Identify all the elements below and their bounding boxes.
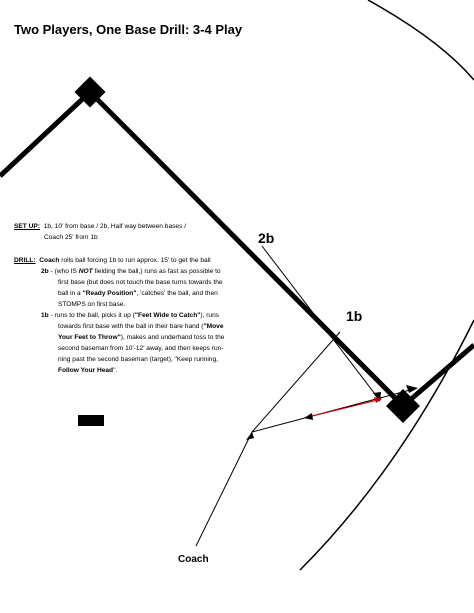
2b-text-3a: ball in a bbox=[58, 290, 83, 297]
setup-line-2: Coach 25' from 1b bbox=[44, 234, 98, 241]
throw-start-arrowhead bbox=[304, 413, 313, 420]
coach-term: Coach bbox=[39, 257, 60, 264]
drill-block bbox=[14, 255, 224, 376]
pitchers-rubber bbox=[78, 415, 104, 426]
drill-header: DRILL: bbox=[14, 257, 36, 264]
ball-path-line bbox=[252, 332, 340, 432]
roll-arrowhead bbox=[246, 432, 254, 440]
2b-text-2: first base (but does not touch the base turns towards the bbox=[58, 279, 223, 286]
1b-text-3b: ), makes and underhand toss to the bbox=[120, 334, 225, 341]
1b-move-2: Your Feet to Throw" bbox=[58, 334, 121, 341]
right-foul-line bbox=[403, 345, 474, 406]
infield-arc-top bbox=[368, 0, 474, 80]
infield-arc-right bbox=[300, 320, 474, 570]
label-coach: Coach bbox=[178, 554, 209, 565]
1b-text-1b: ), runs bbox=[200, 312, 220, 319]
toss-arrow-line bbox=[304, 400, 378, 418]
2b-ready: "Ready Position" bbox=[82, 290, 137, 297]
1b-move: "Move bbox=[203, 323, 224, 330]
1b-text-1a: - runs to the ball, picks it up ( bbox=[48, 312, 135, 319]
label-1b: 1b bbox=[346, 308, 363, 324]
label-2b: 2b bbox=[258, 230, 275, 246]
1b-text-5: ning past the second baseman (target), "Keep running, bbox=[58, 356, 218, 363]
2b-text-4: STOMPS on first base. bbox=[58, 301, 126, 308]
2b-not: NOT bbox=[78, 268, 93, 275]
2b-term: 2b bbox=[41, 268, 49, 275]
2b-text-1b: fielding the ball,) runs as fast as possible to bbox=[92, 268, 221, 275]
1b-text-4: second baseman from 10'-12' away, and then keeps run- bbox=[58, 345, 224, 352]
setup-block bbox=[14, 221, 186, 243]
2b-text-3b: , 'catches' the ball, and then bbox=[136, 290, 218, 297]
1b-term: 1b bbox=[41, 312, 49, 319]
1b-text-2a: towards first base with the ball in their bare hand ( bbox=[58, 323, 204, 330]
setup-header: SET UP: bbox=[14, 223, 41, 230]
1b-text-6b: ". bbox=[113, 367, 118, 374]
page-title: Two Players, One Base Drill: 3-4 Play bbox=[14, 22, 243, 37]
setup-line-1: 1b, 10' from base / 2b, Half way between bases / bbox=[43, 223, 187, 230]
coach-text: rolls ball forcing 1b to run approx. 15' to get the ball bbox=[59, 257, 211, 264]
1b-follow: Follow Your Head bbox=[58, 367, 114, 374]
1b-feet-wide: "Feet Wide to Catch" bbox=[134, 312, 201, 319]
2b-text-1a: - (who IS bbox=[48, 268, 79, 275]
coach-roll-line bbox=[196, 432, 252, 546]
foul-line-left bbox=[0, 92, 90, 176]
